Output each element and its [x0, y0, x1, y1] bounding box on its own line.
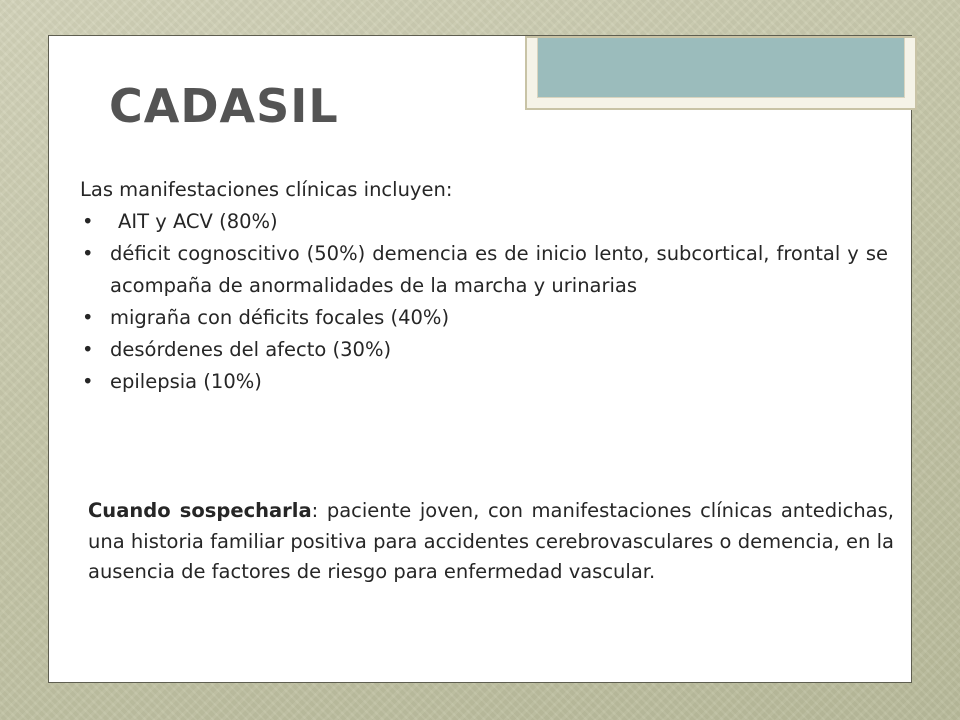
bullet-icon: •: [82, 306, 94, 329]
list-item: [80, 302, 888, 334]
list-item-text: desórdenes del afecto (30%): [110, 338, 392, 361]
decorative-accent-block: [537, 38, 905, 98]
closing-text: paciente joven, con manifestaciones clínicas antedichas, una historia familiar positiva para accidentes cerebrovasculares o demencia, en la ausencia de factores de riesgo para enfermedad vascular.: [88, 499, 894, 583]
list-item: [80, 334, 888, 366]
list-item-text: AIT y ACV (80%): [118, 210, 278, 233]
list-item: [80, 366, 888, 398]
bullet-icon: •: [82, 338, 94, 361]
intro-text: Las manifestaciones clínicas incluyen:: [80, 178, 453, 201]
closing-colon: :: [311, 499, 319, 522]
list-item-text: migraña con déficits focales (40%): [110, 306, 450, 329]
closing-lead: Cuando sospecharla: [88, 499, 312, 522]
decorative-accent-frame: [525, 36, 917, 110]
manifestations-list: [80, 206, 888, 398]
list-item: [80, 206, 888, 238]
list-item-text: déficit cognoscitivo (50%) demencia es de inicio lento, subcortical, frontal y se acompaña de anormalidades de la marcha y urinarias: [110, 242, 888, 297]
list-item: [80, 238, 888, 302]
slide-title: CADASIL: [109, 79, 339, 133]
bullet-icon: •: [82, 242, 94, 265]
closing-paragraph: [88, 496, 894, 588]
slide-content: [80, 174, 888, 398]
bullet-icon: •: [82, 210, 94, 233]
bullet-icon: •: [82, 370, 94, 393]
list-item-text: epilepsia (10%): [110, 370, 262, 393]
